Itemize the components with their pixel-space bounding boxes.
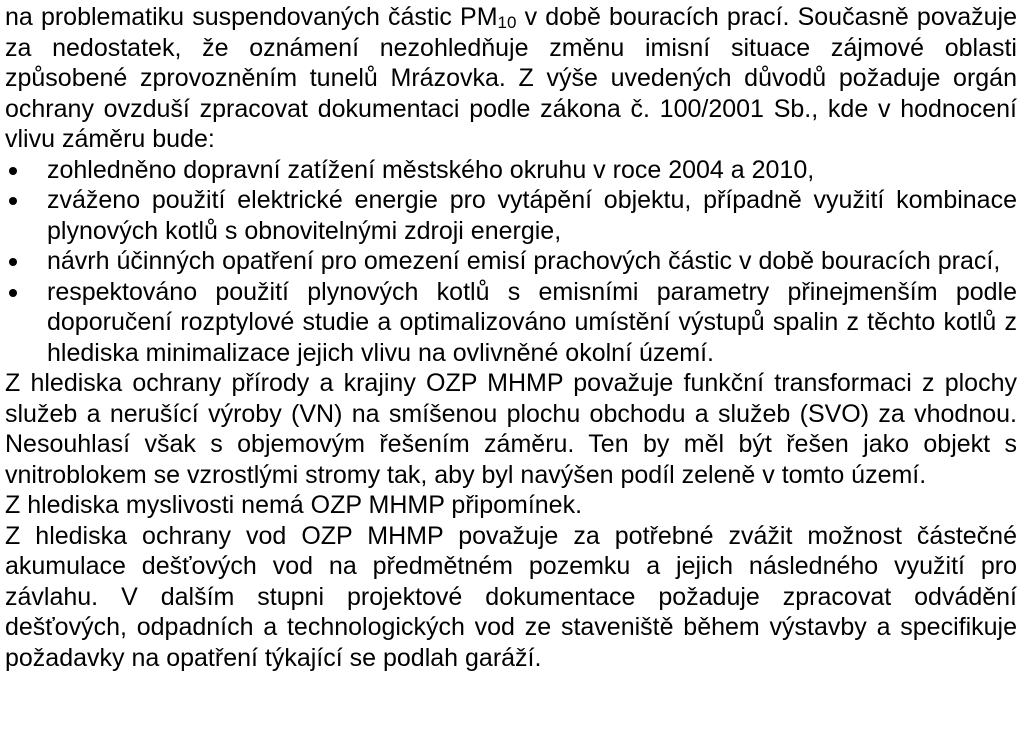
document-page (5, 2, 1017, 673)
list-item-text: respektováno použití plynových kotlů s emisními parametry přinejmenším podle doporučení rozptylové studie a optimalizováno umístění výstupů spalin z těchto kotlů z hlediska minimalizace jejich vlivu na ovlivněné okolní území. (47, 277, 1017, 367)
bullet-icon (9, 289, 17, 297)
list-item (5, 185, 1017, 246)
paragraph-air-text-end: v době bouracích prací. Současně považuje za nedostatek, že oznámení nezohledňuje změnu imisní situace zájmové oblasti způsobené zprovozněním tunelů Mrázovka. Z výše uvedených důvodů požaduje orgán ochrany ovzduší zpracovat dokumentaci podle zákona č. 100/2001 Sb., kde v hodnocení vlivu záměru bude: (5, 3, 1018, 153)
requirements-list (5, 155, 1017, 369)
list-item-text: návrh účinných opatření pro omezení emisí prachových částic v době bouracích prací, (47, 247, 1001, 275)
list-item (5, 155, 1017, 186)
bullet-icon (9, 167, 17, 175)
paragraph-air-protection (5, 2, 1017, 155)
paragraph-water-protection: Z hlediska ochrany vod OZP MHMP považuje za potřebné zvážit možnost částečné akumulace dešťových vod na předmětném pozemku a jejich následného využití pro závlahu. V dalším stupni projektové dokumentace požaduje zpracovat odvádění dešťových, odpadních a technologických vod ze staveniště během výstavby a specifikuje požadavky na opatření týkající se podlah garáží. (5, 521, 1017, 672)
paragraph-hunting: Z hlediska myslivosti nemá OZP MHMP připomínek. (5, 491, 583, 519)
paragraph-nature-protection: Z hlediska ochrany přírody a krajiny OZP MHMP považuje funkční transformaci z plochy služeb a nerušící výroby (VN) na smíšenou plochu obchodu a služeb (SVO) za vhodnou. Nesouhlasí však s objemovým řešením záměru. Ten by měl být řešen jako objekt s vnitroblokem se vzrostlými stromy tak, aby byl navýšen podíl zeleně v tomto území. (5, 369, 1017, 489)
paragraph-air-text-start: na problematiku suspendovaných částic PM (5, 3, 498, 31)
bullet-icon (9, 258, 17, 266)
list-item-text: zváženo použití elektrické energie pro vytápění objektu, případně využití kombinace plynových kotlů s obnovitelnými zdroji energie, (47, 186, 1017, 245)
bullet-icon (9, 197, 17, 205)
pm-subscript: 10 (497, 13, 517, 32)
list-item (5, 277, 1017, 369)
list-item (5, 246, 1017, 277)
list-item-text: zohledněno dopravní zatížení městského okruhu v roce 2004 a 2010, (47, 155, 815, 184)
